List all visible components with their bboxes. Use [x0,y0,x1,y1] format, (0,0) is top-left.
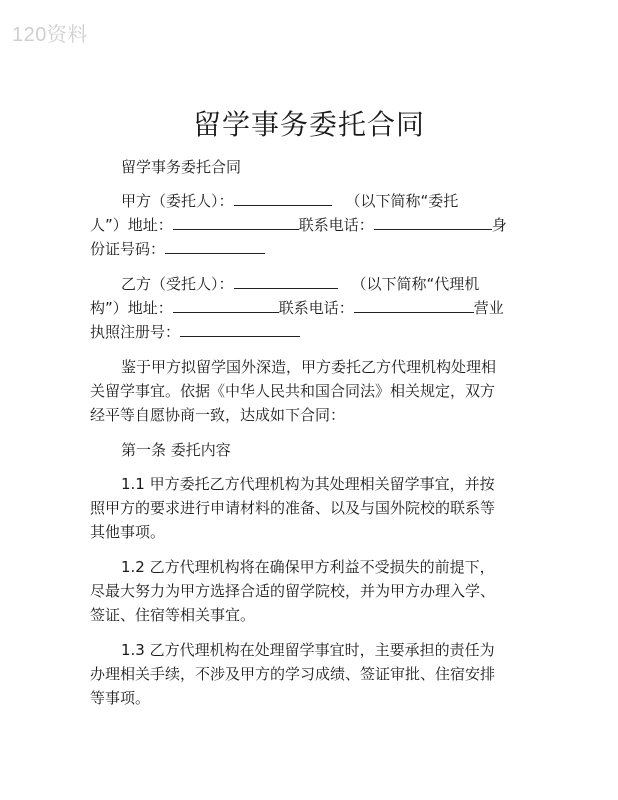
preamble-line: 经平等自愿协商一致，达成如下合同： [90,406,346,424]
party-b-address-label: 构”）地址： [90,299,173,317]
clause-line: 尽最大努力为甲方选择合适的留学院校，并为甲方办理入学、 [90,582,496,600]
clause-line: 其他事项。 [90,523,166,541]
clause-line: 1.2 乙方代理机构将在确保甲方利益不受损失的前提下， [121,558,495,576]
party-a-alias: （以下简称“委托 [345,192,459,210]
watermark: 120资料 [12,24,88,46]
party-b-phone-label: 联系电话： [278,299,354,317]
party-b-address-blank [173,297,279,313]
party-b-phone-blank [354,297,474,313]
document-title: 留学事务委托合同 [192,108,425,141]
party-b-license-label-part: 营业 [473,299,504,317]
party-a-name-blank [234,190,332,206]
clause-line: 1.3 乙方代理机构在处理留学事宜时，主要承担的责任为 [121,641,495,659]
party-b-name-blank [234,273,338,289]
subtitle: 留学事务委托合同 [121,158,242,176]
article-1-heading [121,438,529,462]
preamble-line: 关留学事宜。依据《中华人民共和国合同法》相关规定，双方 [90,382,496,400]
party-a-address-label: 人”）地址： [90,216,173,234]
subtitle-paragraph [121,155,529,179]
party-a-id-blank [165,238,265,254]
party-b-alias: （以下简称“代理机 [351,275,480,293]
clause-line: 1.1 甲方委托乙方代理机构为其处理相关留学事宜，并按 [121,475,495,493]
preamble-paragraph [90,355,529,427]
clause-1-3 [90,638,529,710]
party-b-license-label: 执照注册号： [90,323,181,341]
party-b-license-blank [180,321,300,337]
party-b-paragraph [90,272,529,344]
party-a-phone-blank [374,214,492,230]
party-a-id-label: 份证号码： [90,240,166,258]
clause-1-2 [90,555,529,627]
preamble-line: 鉴于甲方拟留学国外深造，甲方委托乙方代理机构处理相 [121,358,497,376]
clause-line: 照甲方的要求进行申请材料的准备、以及与国外院校的联系等 [90,499,496,517]
clause-line: 办理相关手续，不涉及甲方的学习成绩、签证审批、住宿安排 [90,665,496,683]
party-a-phone-label: 联系电话： [298,216,374,234]
clause-1-1 [90,472,529,544]
party-b-label: 乙方（受托人）： [121,275,234,293]
clause-line: 等事项。 [90,689,151,707]
clause-line: 签证、住宿等相关事宜。 [90,606,256,624]
party-a-paragraph [90,189,529,261]
party-a-id-label-part: 身 [491,216,507,234]
article-1-heading-text: 第一条 委托内容 [121,441,231,459]
party-a-label: 甲方（委托人）： [121,192,234,210]
party-a-address-blank [173,214,299,230]
